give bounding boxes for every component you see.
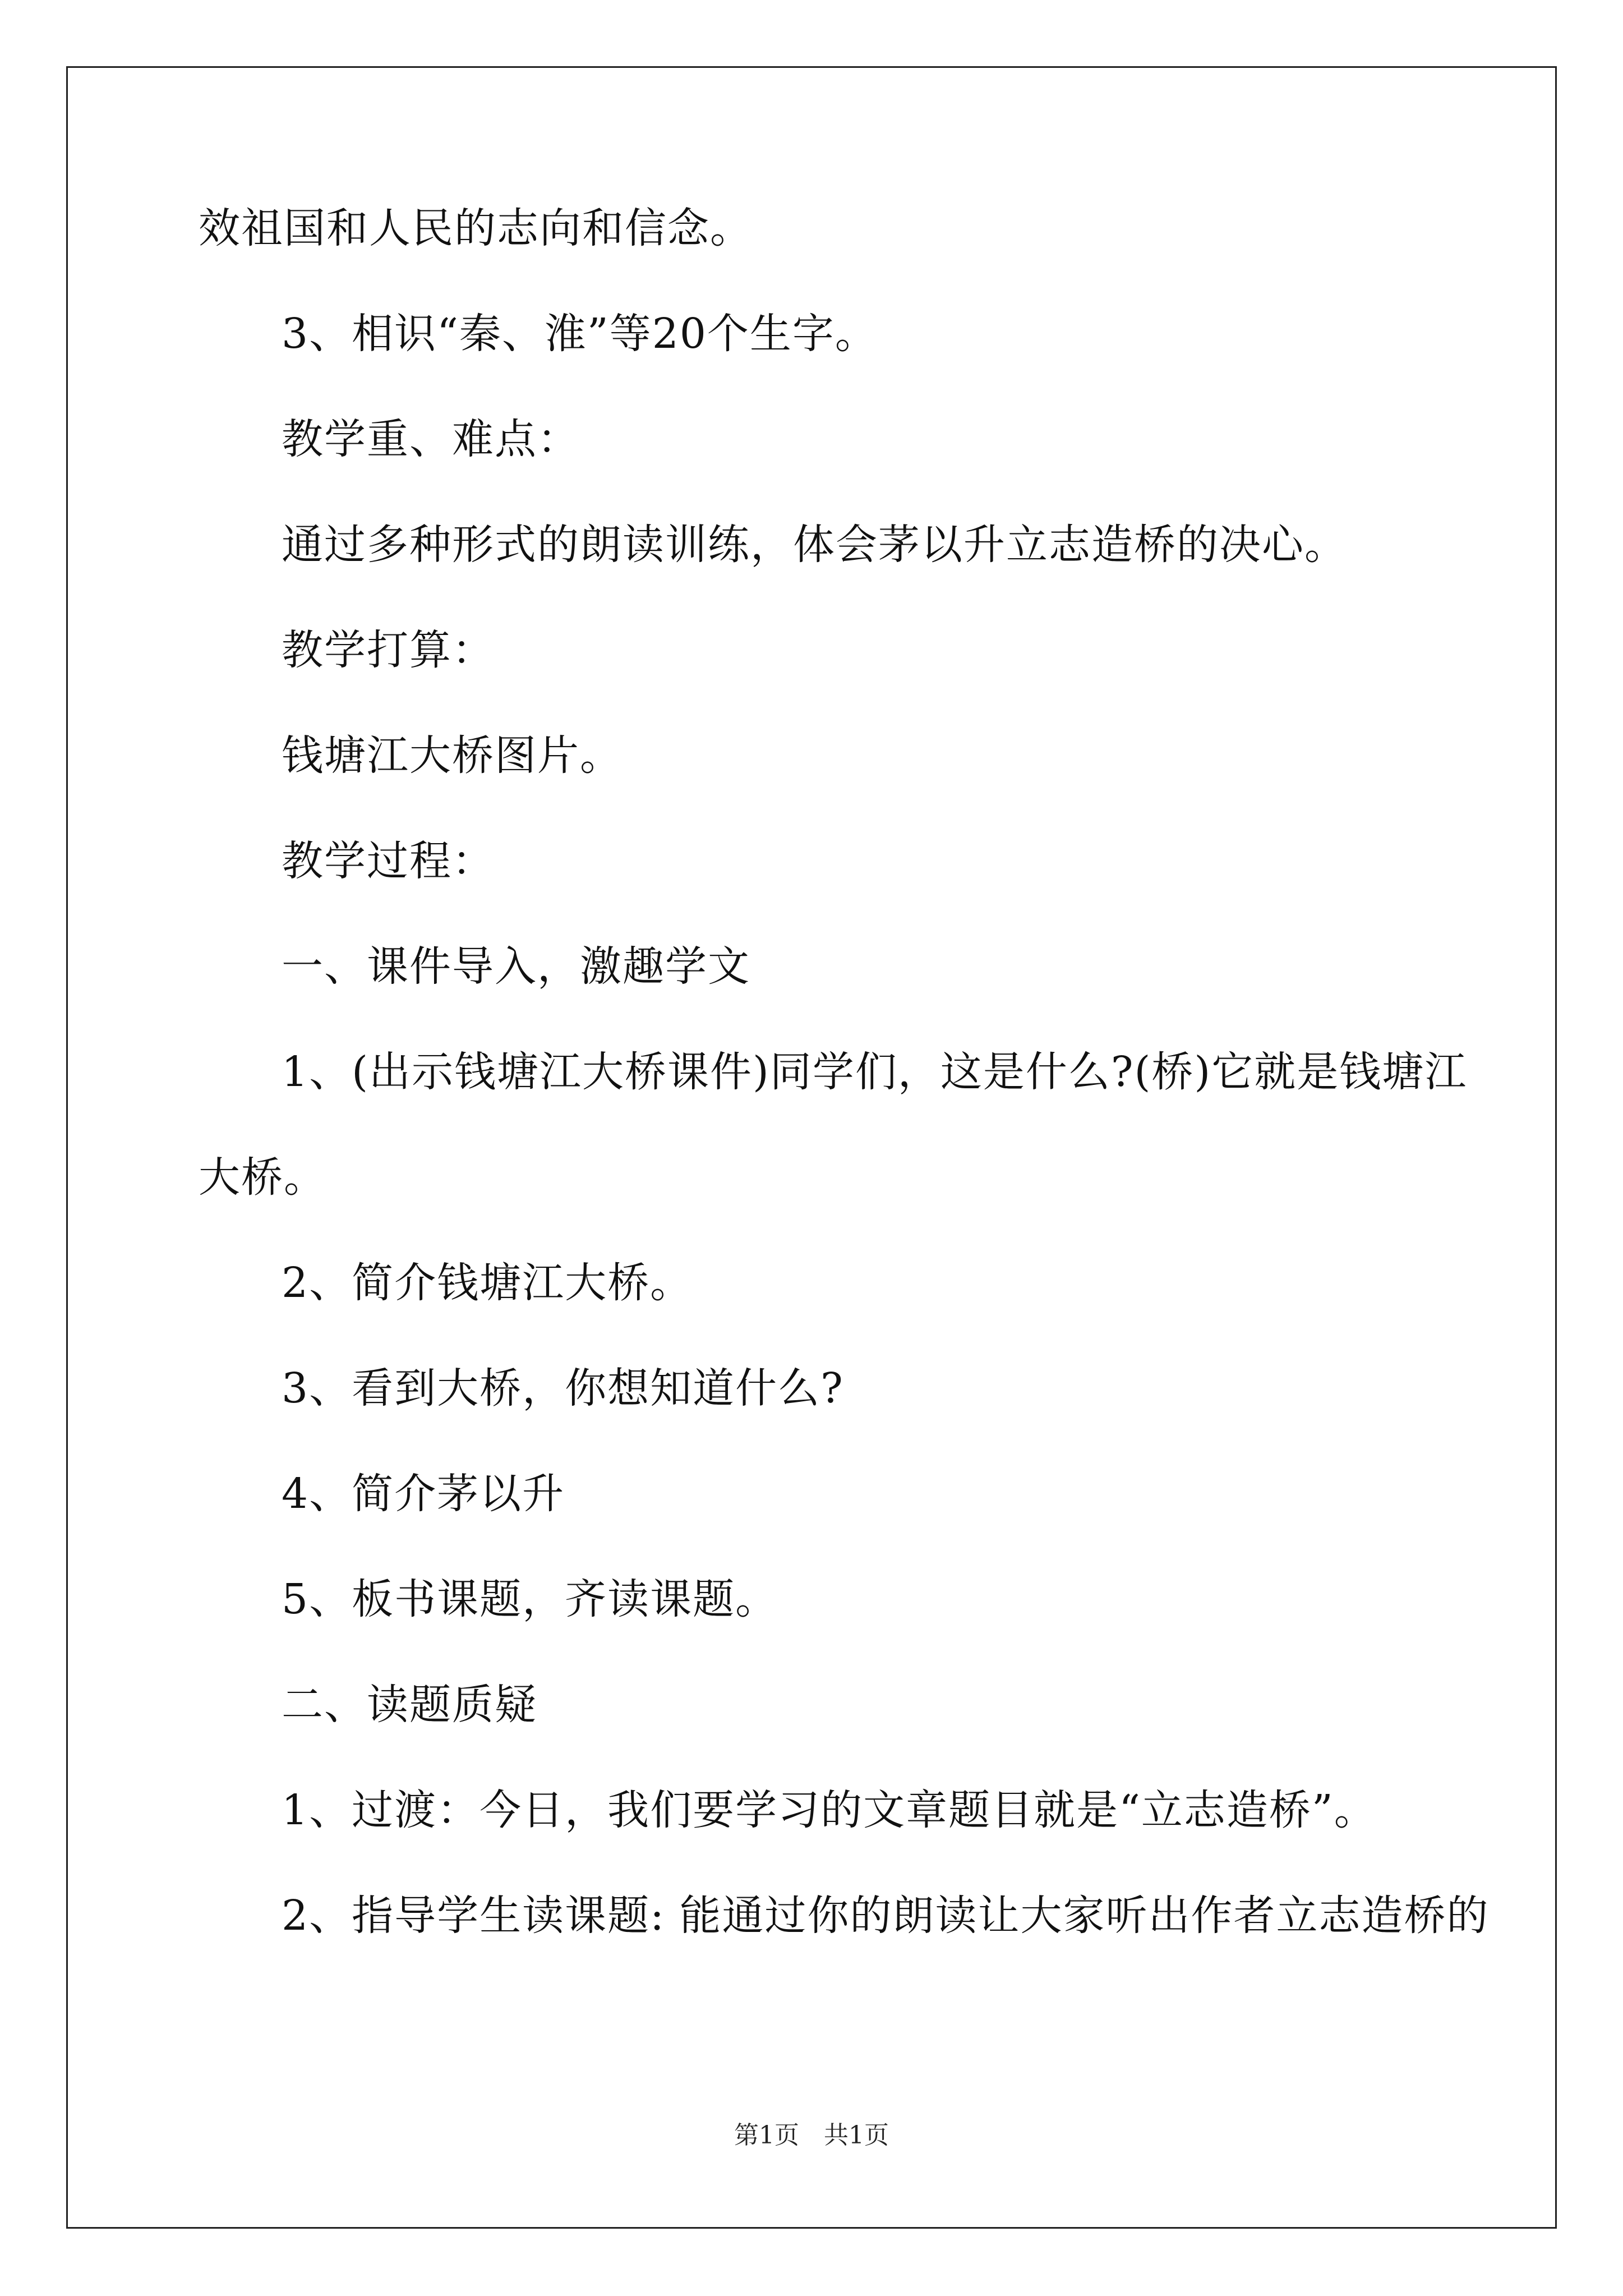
text-line: 大桥。 <box>199 1153 326 1202</box>
document-body <box>199 204 1490 2000</box>
page-footer <box>0 2122 1623 2149</box>
text-line: 1、过渡：今日，我们要学习的文章题目就是“立志造桥”。 <box>282 1786 1377 1834</box>
section-heading: 教学打算： <box>282 626 495 674</box>
text-line: 4、简介茅以升 <box>282 1470 565 1518</box>
section-heading: 教学过程： <box>282 837 495 885</box>
text-line: 钱塘江大桥图片。 <box>282 731 623 780</box>
section-heading: 教学重、难点： <box>282 415 580 463</box>
text-line: 通过多种形式的朗读训练，体会茅以升立志造桥的决心。 <box>282 521 1347 569</box>
text-line: 5、板书课题，齐读课题。 <box>282 1575 778 1623</box>
section-heading: 二、读题质疑 <box>282 1681 537 1729</box>
page-number: 第1页 共1页 <box>734 2121 889 2150</box>
section-heading: 一、课件导入，激趣学文 <box>282 942 750 991</box>
text-line: 3、看到大桥，你想知道什么? <box>282 1364 844 1412</box>
text-line: 2、指导学生读课题: 能通过你的朗读让大家听出作者立志造桥的 <box>282 1892 1490 1940</box>
text-line: 3、相识“秦、淮”等20个生字。 <box>282 310 878 358</box>
text-line: 2、简介钱塘江大桥。 <box>282 1259 693 1307</box>
text-line: 效祖国和人民的志向和信念。 <box>199 204 753 252</box>
text-line: 1、(出示钱塘江大桥课件)同学们，这是什么?(桥)它就是钱塘江 <box>282 1048 1468 1096</box>
